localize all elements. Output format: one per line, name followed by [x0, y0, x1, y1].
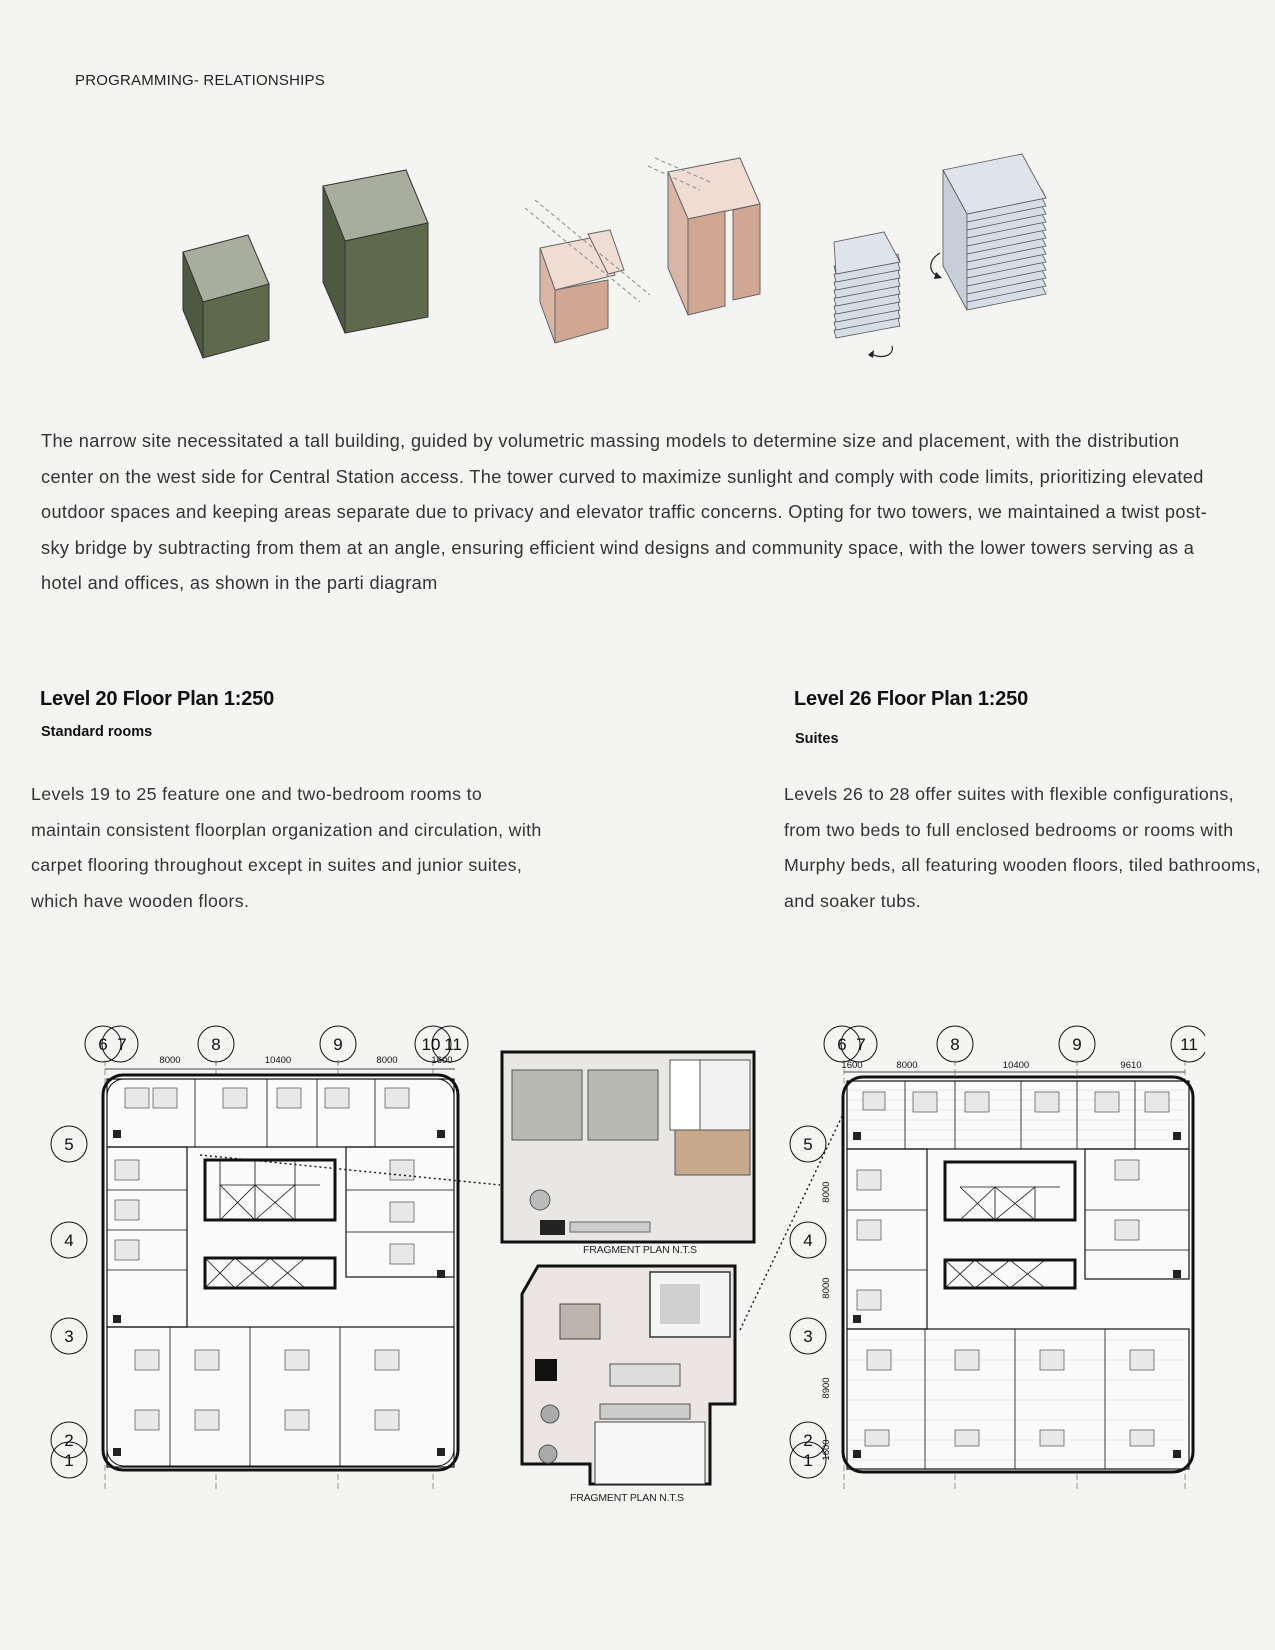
- dimension-label: 10400: [1002, 1060, 1030, 1071]
- section-label: PROGRAMMING- RELATIONSHIPS: [75, 72, 325, 89]
- massing-diagram: [180, 150, 1100, 370]
- massing-stage-1: [183, 170, 428, 358]
- dimension-label: 9610: [1120, 1060, 1142, 1071]
- fragment-label-top: FRAGMENT PLAN N.T.S: [583, 1244, 697, 1256]
- level26-subtitle: Suites: [795, 731, 839, 747]
- dimension-label: 8000: [896, 1060, 918, 1071]
- grid-col-label: 8: [211, 1035, 221, 1054]
- grid-row-label: 4: [64, 1231, 74, 1250]
- level20-description: Levels 19 to 25 feature one and two-bedroom rooms to maintain consistent floorplan organization and circulation, with carpet flooring throughout except in suites and junior suites, which have wooden floors.: [31, 784, 542, 911]
- level26-title: Level 26 Floor Plan 1:250: [794, 688, 1028, 710]
- level26-floor-plan: [785, 1020, 1205, 1510]
- dimension-label: 1600: [841, 1060, 863, 1071]
- dimension-label: 10400: [264, 1055, 292, 1066]
- grid-row-label: 3: [803, 1327, 813, 1346]
- fragment-connectors: [200, 1090, 850, 1340]
- grid-row-label: 5: [803, 1135, 813, 1154]
- level20-title: Level 20 Floor Plan 1:250: [40, 688, 274, 710]
- grid-col-label: 9: [1072, 1035, 1082, 1054]
- grid-row-label: 3: [64, 1327, 74, 1346]
- grid-row-label: 4: [803, 1231, 813, 1250]
- grid-col-label: 9: [333, 1035, 343, 1054]
- dimension-label: 1600: [431, 1055, 453, 1066]
- dimension-label: 8000: [159, 1055, 181, 1066]
- grid-row-label: 1: [64, 1451, 74, 1470]
- dimension-label: 8000: [376, 1055, 398, 1066]
- grid-col-label: 10: [421, 1035, 441, 1054]
- fragment-label-bottom: FRAGMENT PLAN N.T.S: [570, 1492, 684, 1504]
- row-dimension-label: 1600: [821, 1439, 832, 1461]
- grid-col-label: 6: [837, 1035, 847, 1054]
- grid-col-label: 6: [98, 1035, 108, 1054]
- massing-stage-2: [525, 158, 760, 343]
- grid-col-label: 11: [1180, 1035, 1198, 1054]
- row-dimension-label: 8000: [821, 1181, 832, 1203]
- massing-stage-3: [834, 154, 1046, 358]
- intro-paragraph: The narrow site necessitated a tall building, guided by volumetric massing models to determine size and placement, with the distribution center on the west side for Central Station access. The tower curved to maximize sunlight and comply with code limits, prioritizing elevated outdoor spaces and keeping areas separate due to privacy and elevator traffic concerns. Opting for two towers, we maintained a twist post-sky bridge by subtracting from them at an angle, ensuring efficient wind designs and community space, with the lower towers serving as a hotel and offices, as shown in the parti diagram: [41, 431, 1208, 593]
- level26-description: Levels 26 to 28 offer suites with flexible configurations, from two beds to full enclosed bedrooms or rooms with Murphy beds, all featuring wooden floors, tiled bathrooms, and soaker tubs.: [784, 784, 1261, 911]
- row-dimension-label: 8900: [821, 1377, 832, 1399]
- grid-col-label: 7: [117, 1035, 127, 1054]
- level20-subtitle: Standard rooms: [41, 724, 153, 740]
- grid-col-label: 7: [856, 1035, 866, 1054]
- grid-row-label: 2: [803, 1431, 813, 1450]
- grid-col-label: 8: [950, 1035, 960, 1054]
- grid-row-label: 1: [803, 1451, 813, 1470]
- grid-row-label: 2: [64, 1431, 74, 1450]
- row-dimension-label: 8000: [821, 1277, 832, 1299]
- grid-row-label: 5: [64, 1135, 74, 1154]
- grid-col-label: 11: [444, 1035, 462, 1054]
